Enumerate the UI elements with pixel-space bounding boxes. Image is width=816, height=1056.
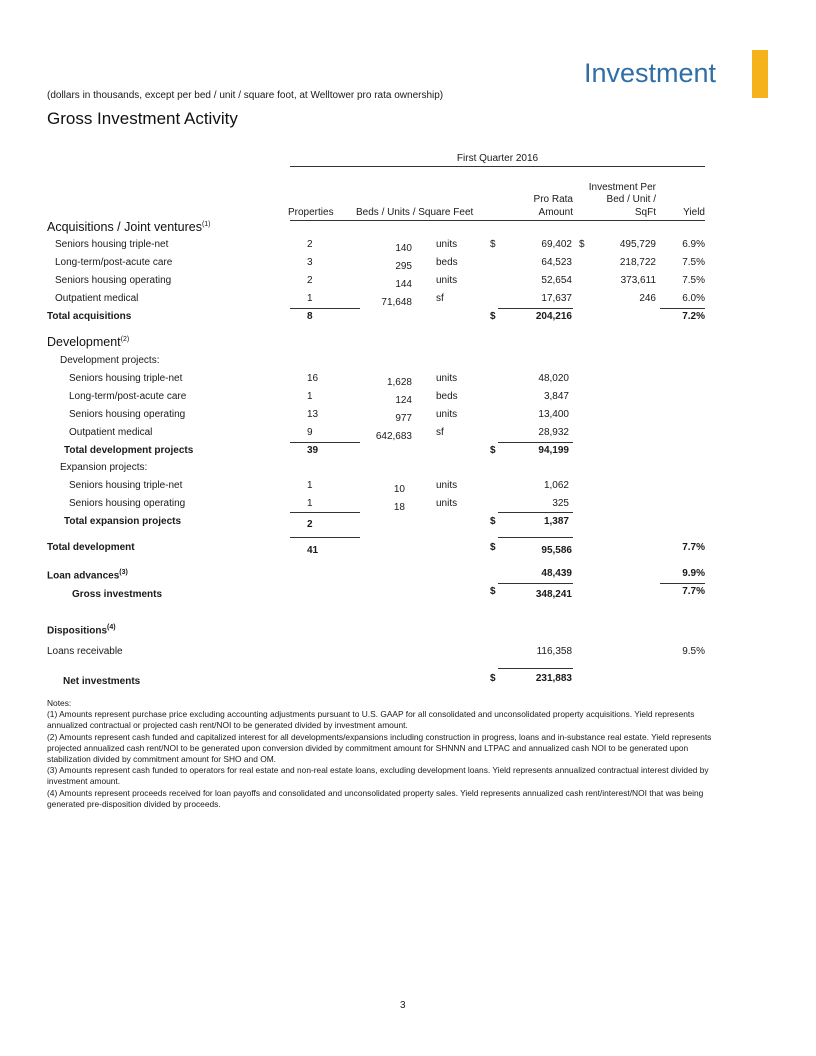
dev-row-beds: 977	[395, 413, 412, 424]
dev-total-dollar: $	[490, 445, 496, 456]
page-title: Gross Investment Activity	[47, 109, 238, 128]
dev-row-label: Long-term/post-acute care	[69, 391, 187, 402]
acq-row-yield: 6.9%	[682, 239, 705, 250]
period-header: First Quarter 2016	[456, 153, 539, 164]
acq-total-properties: 8	[307, 311, 313, 322]
exp-row-beds: 18	[393, 502, 405, 513]
exp-row-label: Seniors housing operating	[69, 498, 186, 509]
acq-row-unit: sf	[436, 293, 444, 304]
dev-grand-total-label: Total development	[47, 542, 135, 553]
dev-total-label: Total development projects	[64, 445, 194, 456]
acq-row-properties: 3	[307, 257, 313, 268]
total-rule	[660, 308, 705, 309]
acquisitions-heading: Acquisitions / Joint ventures$^{(1)}$	[47, 220, 211, 234]
total-rule	[498, 308, 573, 309]
loans-receivable-amount: 116,358	[536, 646, 572, 657]
col-pro-rata-1: Pro Rata	[533, 194, 573, 205]
dev-grand-total-properties: 41	[307, 545, 319, 556]
acq-row-beds: 295	[395, 261, 412, 272]
expansion-projects-label: Expansion projects:	[60, 462, 148, 473]
gross-investments-label: Gross investments	[72, 589, 163, 600]
dev-row-amount: 48,020	[538, 373, 569, 384]
net-investments-amount: 231,883	[535, 673, 572, 684]
loan-advances-yield: 9.9%	[682, 568, 705, 579]
acq-row-amount: 64,523	[541, 257, 572, 268]
exp-row-label: Seniors housing triple-net	[69, 480, 183, 491]
gross-investments-yield: 7.7%	[682, 586, 705, 597]
acq-row-label: Outpatient medical	[55, 293, 139, 304]
dev-row-properties: 9	[307, 427, 313, 438]
gross-investments-amount: 348,241	[535, 589, 572, 600]
exp-row-amount: 1,062	[543, 480, 569, 491]
dev-row-label: Outpatient medical	[69, 427, 153, 438]
acq-total-label: Total acquisitions	[47, 311, 132, 322]
exp-row-unit: units	[436, 480, 458, 491]
footnote-1: (1) Amounts represent purchase price excluding accounting adjustments pursuant to U.S. GAAP for all consolidated and unconsolidated property acquisitions. Yield represents annualized contractual or projected cash rent/NOI to be generated divided by investment amount.	[47, 709, 695, 731]
col-invest-per-1: Investment Per	[588, 182, 656, 193]
exp-row-properties: 1	[307, 480, 313, 491]
acq-row-per: 246	[639, 293, 656, 304]
dev-total-properties: 39	[307, 445, 319, 456]
acq-row-dollar2: $	[579, 239, 585, 250]
acq-row-per: 373,611	[620, 275, 656, 286]
total-rule	[660, 583, 705, 584]
acq-row-yield: 7.5%	[682, 257, 705, 268]
dev-row-label: Seniors housing triple-net	[69, 373, 183, 384]
gross-investments-dollar: $	[490, 586, 496, 597]
development-heading: Development$^{(2)}$	[47, 335, 130, 349]
acq-total-yield: 7.2%	[682, 311, 705, 322]
acq-row-amount: 69,402	[541, 239, 572, 250]
loans-receivable-label: Loans receivable	[47, 646, 123, 657]
dev-total-amount: 94,199	[538, 445, 569, 456]
loans-receivable-yield: 9.5%	[682, 646, 705, 657]
loan-advances-label: Loan advances$^{(3)}$	[47, 569, 128, 582]
dispositions-heading: Dispositions$^{(4)}$	[47, 624, 116, 637]
acq-row-dollar: $	[490, 239, 496, 250]
acq-row-unit: beds	[436, 257, 458, 268]
dev-row-beds: 642,683	[375, 431, 412, 442]
dev-row-beds: 1,628	[386, 377, 412, 388]
acq-row-properties: 2	[307, 239, 313, 250]
net-investments-label: Net investments	[63, 676, 141, 687]
acq-row-unit: units	[436, 239, 458, 250]
col-invest-per-2: Bed / Unit /	[606, 194, 656, 205]
acq-row-per: 218,722	[619, 257, 656, 268]
section-title: Investment	[584, 58, 717, 88]
subtotal-rule	[290, 512, 360, 513]
acq-row-yield: 6.0%	[682, 293, 705, 304]
acq-total-amount: 204,216	[535, 311, 572, 322]
development-projects-label: Development projects:	[60, 355, 160, 366]
acq-row-label: Long-term/post-acute care	[55, 257, 173, 268]
net-investments-dollar: $	[490, 673, 496, 684]
dev-row-label: Seniors housing operating	[69, 409, 186, 420]
dev-row-beds: 124	[395, 395, 412, 406]
period-rule	[290, 166, 705, 167]
total-rule	[498, 583, 573, 584]
acq-row-properties: 1	[307, 293, 313, 304]
exp-total-properties: 2	[307, 519, 313, 530]
loan-advances-amount: 48,439	[541, 568, 572, 579]
acq-row-per: 495,729	[619, 239, 656, 250]
subtotal-rule	[498, 512, 573, 513]
total-rule	[290, 308, 360, 309]
exp-row-beds: 10	[393, 484, 405, 495]
dev-grand-total-yield: 7.7%	[682, 542, 705, 553]
dev-row-amount: 13,400	[538, 409, 569, 420]
col-properties: Properties	[288, 207, 334, 218]
col-beds-units: Beds / Units / Square Feet	[356, 207, 474, 218]
dev-grand-total-amount: 95,586	[541, 545, 572, 556]
exp-row-properties: 1	[307, 498, 313, 509]
units-note: (dollars in thousands, except per bed / unit / square foot, at Welltower pro rata ownership)	[47, 90, 444, 101]
total-rule	[290, 537, 360, 538]
exp-total-label: Total expansion projects	[64, 516, 182, 527]
acq-row-label: Seniors housing triple-net	[55, 239, 169, 250]
acq-row-label: Seniors housing operating	[55, 275, 172, 286]
exp-total-amount: 1,387	[543, 516, 569, 527]
total-rule	[498, 537, 573, 538]
acq-row-amount: 52,654	[541, 275, 572, 286]
col-invest-per-3: SqFt	[634, 207, 656, 218]
dev-row-properties: 13	[307, 409, 319, 420]
header-rule	[290, 220, 705, 221]
notes-heading: Notes:	[47, 698, 72, 708]
acq-total-dollar: $	[490, 311, 496, 322]
accent-bar	[752, 50, 768, 98]
subtotal-rule	[290, 442, 360, 443]
acq-row-properties: 2	[307, 275, 313, 286]
dev-row-amount: 3,847	[543, 391, 569, 402]
acq-row-beds: 71,648	[381, 297, 412, 308]
dev-row-amount: 28,932	[538, 427, 569, 438]
acq-row-unit: units	[436, 275, 458, 286]
acq-row-yield: 7.5%	[682, 275, 705, 286]
subtotal-rule	[498, 442, 573, 443]
dev-row-unit: beds	[436, 391, 458, 402]
exp-row-amount: 325	[552, 498, 569, 509]
acq-row-beds: 140	[395, 243, 412, 254]
footnote-2: (2) Amounts represent cash funded and capitalized interest for all developments/expansions including construction in progress, loans and in-substance real estate. Yield represents projected annualized cash rent/NOI to be generated upon conversion divided by commitment amount for SHNNN and LTPAC and annualized cash NOI to be generated upon stabilization divided by commitment amount for SHO and OM.	[47, 731, 712, 765]
exp-total-dollar: $	[490, 516, 496, 527]
acq-row-amount: 17,637	[541, 293, 572, 304]
exp-row-unit: units	[436, 498, 458, 509]
total-rule	[498, 668, 573, 669]
footnote-3: (3) Amounts represent cash funded to operators for real estate and non-real estate loans, excluding development loans. Yield represents annualized contractual interest divided by investment amount.	[47, 765, 709, 787]
dev-grand-total-dollar: $	[490, 542, 496, 553]
footnotes	[47, 698, 727, 810]
dev-row-unit: units	[436, 409, 458, 420]
dev-row-properties: 16	[307, 373, 319, 384]
dev-row-unit: units	[436, 373, 458, 384]
dev-row-unit: sf	[436, 427, 444, 438]
page-number: 3	[400, 1000, 406, 1011]
acq-row-beds: 144	[395, 279, 412, 290]
footnote-4: (4) Amounts represent proceeds received for loan payoffs and consolidated and unconsolidated property sales. Yield represents annualized cash rent/interest/NOI that was being generated pre-disposition divided by proceeds.	[47, 787, 704, 809]
dev-row-properties: 1	[307, 391, 313, 402]
col-pro-rata-2: Amount	[538, 207, 573, 218]
col-yield: Yield	[683, 207, 705, 218]
